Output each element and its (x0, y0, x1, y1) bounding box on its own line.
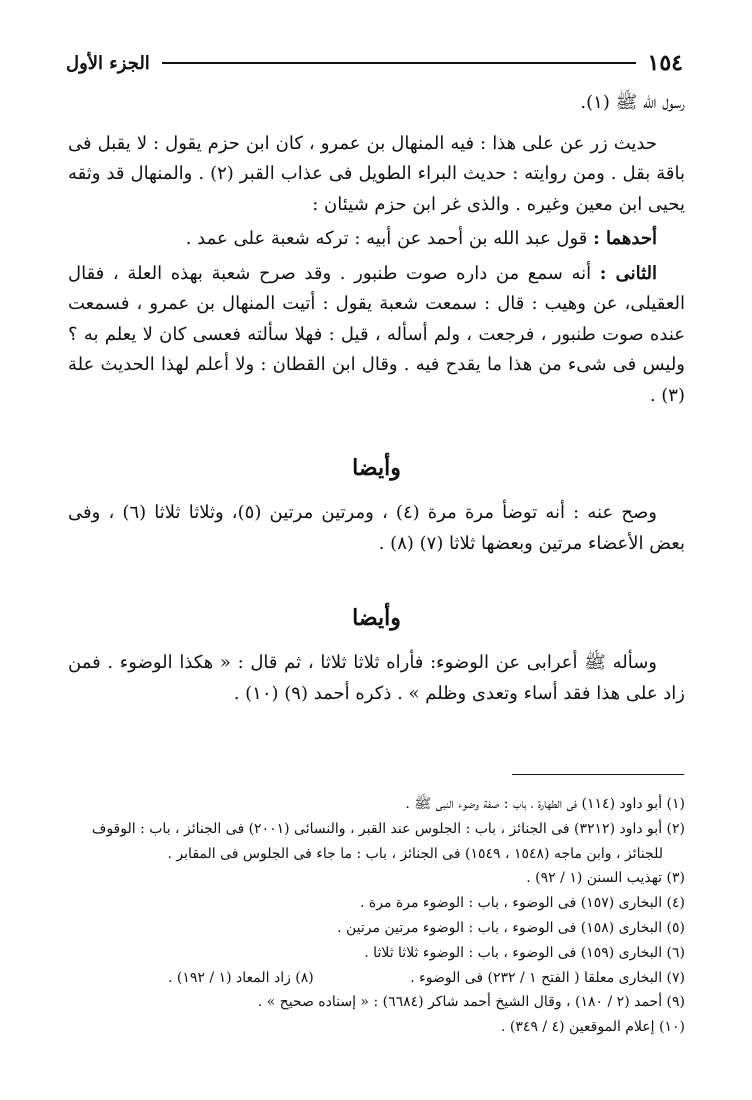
footnote-8: (٨) زاد المعاد (١ / ١٩٢) . (168, 969, 314, 986)
footnote-9: (٩) أحمد (٢ / ١٨٠) ، وقال الشيخ أحمد شاكر (٦٦٨٤) : « إسناده صحيح » . (257, 994, 685, 1011)
header-rule (162, 62, 636, 64)
footnote-row-7-8 (68, 966, 685, 991)
footnote-7: (٧) البخارى معلقا ( الفتح ١ / ٢٣٢) فى الوضوء . (410, 969, 685, 986)
paragraph-5: وصح عنه : أنه توضأ مرة مرة (٤) ، ومرتين مرتين (٥)، وثلاثا ثلاثا (٦) ، وفى بعض الأعضاء مرتين وبعضها ثلاثا (٧) (٨) . (68, 502, 685, 554)
section-heading-1: وأيضا (352, 455, 401, 481)
page-number: ١٥٤ (647, 50, 683, 76)
section-intro (68, 88, 685, 411)
section-2 (68, 648, 685, 709)
paragraph-3 (68, 224, 685, 255)
paragraph-2: حديث زر عن على هذا : فيه المنهال بن عمرو ، كان ابن حزم يقول : لا يقبل فى باقة بقل . ومن روايته : حديث البراء الطويل فى عذاب القبر (٢) . والمنهال قد وثقه يحيى ابن معين وغيره . والذى غر ابن حزم شيئان : (68, 132, 685, 215)
section-1 (68, 498, 685, 559)
paragraph-4-lead: الثانى : (599, 262, 657, 284)
paragraph-1: رسول الله ﷺ (١). (580, 92, 685, 113)
running-title: الجزء الأول (66, 52, 150, 74)
footnote-5: (٥) البخارى (١٥٨) فى الوضوء ، باب : الوضوء مرتين مرتين . (337, 919, 685, 936)
paragraph-4 (68, 259, 685, 412)
paragraph-4-text: أنه سمع من داره صوت طنبور . وقد صرح شعبة بهذه العلة ، فقال العقيلى، عن وهيب : قال : سمعت شعبة يقول : أتيت المنهال بن عمرو ، فسمعت عنده صوت طنبور ، فرجعت ، ولم أسأله ، قيل : فهلا سألته فعسى كان لا يعلم به ؟ وليس فى شىء من هذا ما يقدح فيه . وقال ابن القطان : ولا أعلم لهذا الحديث علة (٣) . (68, 262, 685, 406)
footnote-2-continued: للجنائز ، وابن ماجه (١٥٤٨ ، ١٥٤٩) فى الجنائز ، باب : ما جاء فى الجلوس فى المقابر . (167, 845, 663, 862)
footnote-3: (٣) تهذيب السنن (١ / ٩٢) . (526, 870, 685, 887)
paragraph-6: وسأله ﷺ أعرابى عن الوضوء: فأراه ثلاثا ثلاثا ، ثم قال : « هكذا الوضوء . فمن زاد على هذا فقد أساء وتعدى وظلم » . ذكره أحمد (٩) (١٠) . (68, 652, 685, 704)
paragraph-3-text: قول عبد الله بن أحمد عن أبيه : تركه شعبة على عمد . (185, 228, 594, 249)
footnote-4: (٤) البخارى (١٥٧) فى الوضوء ، باب : الوضوء مرة مرة . (360, 895, 685, 912)
section-heading-2: وأيضا (352, 605, 401, 631)
footnote-10: (١٠) إعلام الموقعين (٤ / ٣٤٩) . (501, 1019, 685, 1036)
footnote-2: (٢) أبو داود (٣٢١٢) فى الجنائز ، باب : الجلوس عند القبر ، والنسائى (٢٠٠١) فى الجنائز ، باب : الوقوف (91, 820, 685, 837)
footnote-6: (٦) البخارى (١٥٩) فى الوضوء ، باب : الوضوء ثلاثا ثلاثا . (364, 944, 685, 961)
footnotes (68, 792, 685, 1040)
footnote-1: (١) أبو داود (١١٤) فى الطهارة ، باب : صفة وضوء النبى ﷺ . (405, 796, 685, 812)
page-header (66, 46, 683, 80)
paragraph-3-lead: أحدهما : (593, 228, 657, 249)
footnote-separator (512, 774, 684, 775)
